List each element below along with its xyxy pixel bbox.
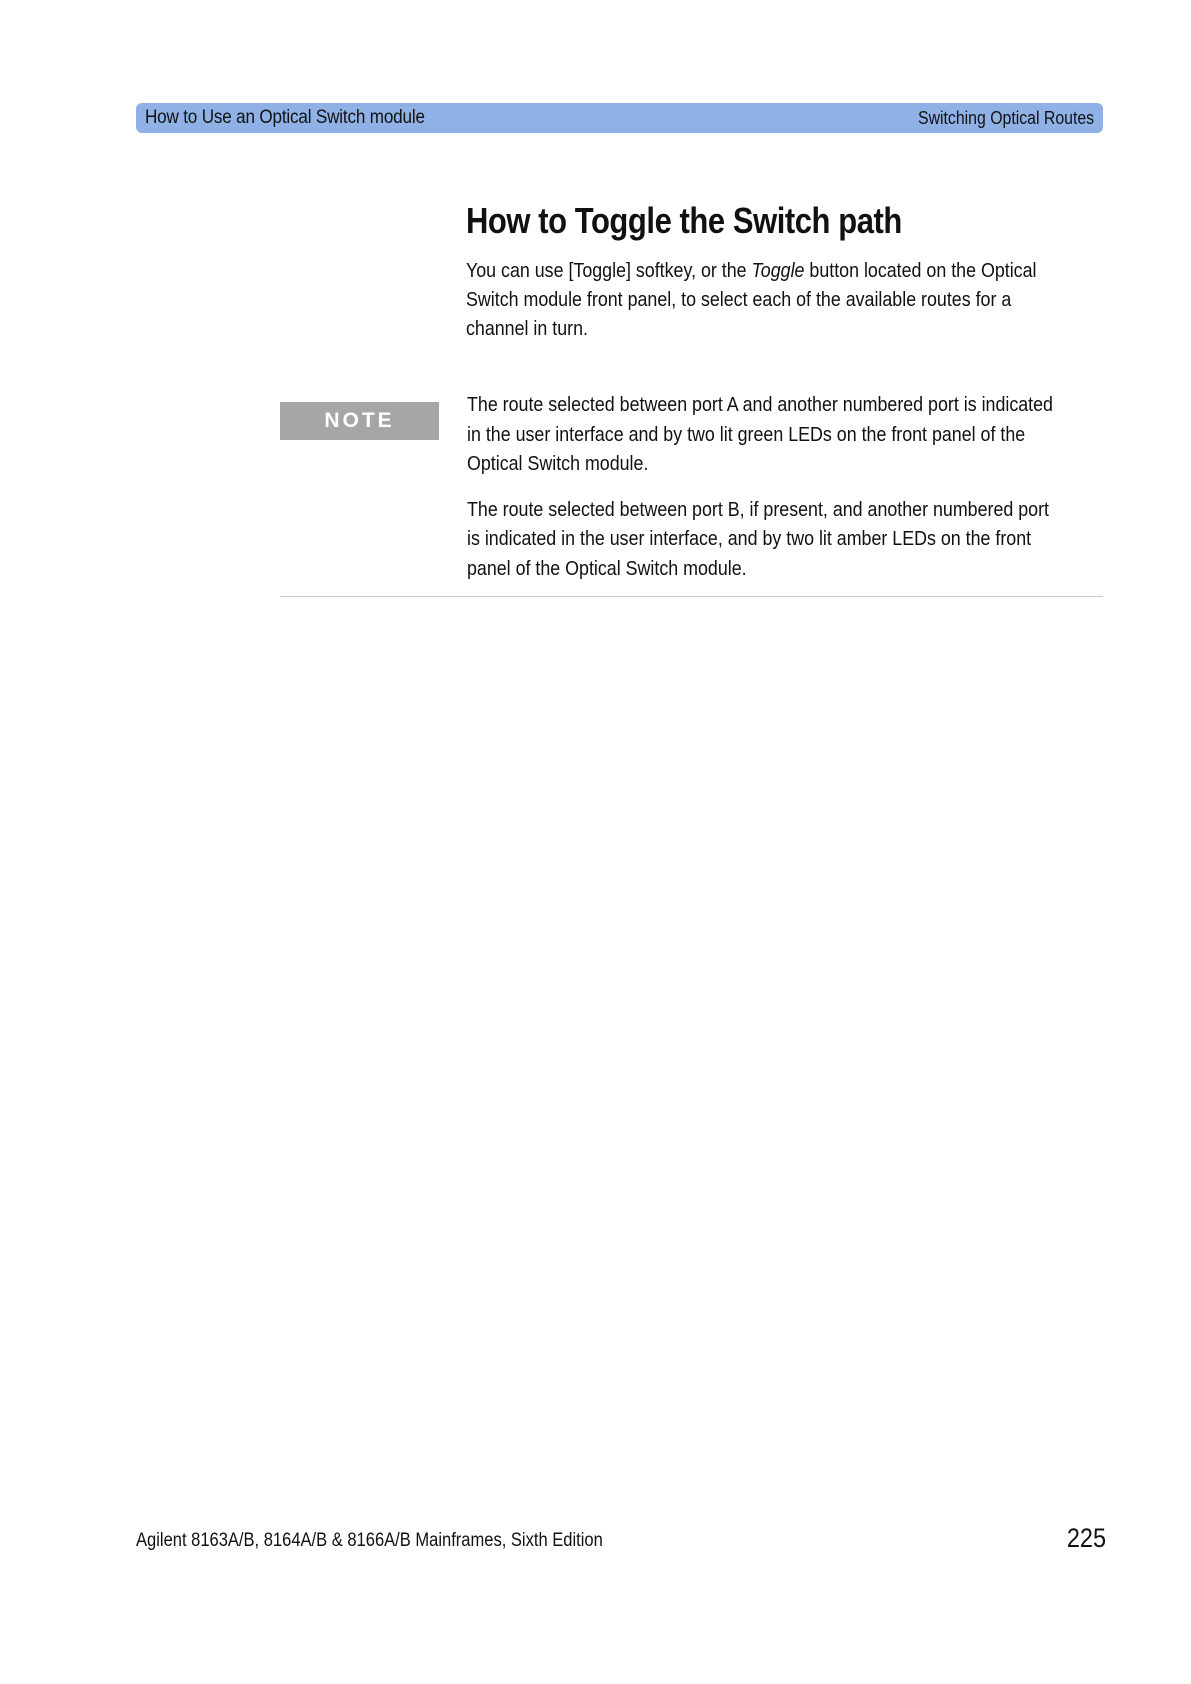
intro-text-end: button located on the Optical Switch module front panel, to select each of the available routes for a channel in turn. xyxy=(466,259,1037,340)
header-chapter-title: How to Use an Optical Switch module xyxy=(145,107,425,128)
intro-toggle-emphasis: Toggle xyxy=(751,259,805,282)
note-divider xyxy=(280,596,1103,597)
note-content xyxy=(467,390,1059,599)
footer-edition: Agilent 8163A/B, 8164A/B & 8166A/B Mainframes, Sixth Edition xyxy=(136,1530,603,1551)
note-paragraph-port-b: The route selected between port B, if present, and another numbered port is indicated in the user interface, and by two lit amber LEDs on the front panel of the Optical Switch module. xyxy=(467,497,1049,580)
intro-text-start: You can use [Toggle] softkey, or the xyxy=(466,259,752,282)
note-paragraph-port-a: The route selected between port A and another numbered port is indicated in the user interface and by two lit green LEDs on the front panel of the Optical Switch module. xyxy=(467,393,1053,475)
intro-paragraph xyxy=(466,256,1058,343)
section-heading: How to Toggle the Switch path xyxy=(466,200,902,241)
running-header xyxy=(136,103,1103,133)
header-section-title: Switching Optical Routes xyxy=(917,107,1094,128)
note-label: NOTE xyxy=(280,402,439,440)
page-number: 225 xyxy=(1066,1523,1106,1553)
